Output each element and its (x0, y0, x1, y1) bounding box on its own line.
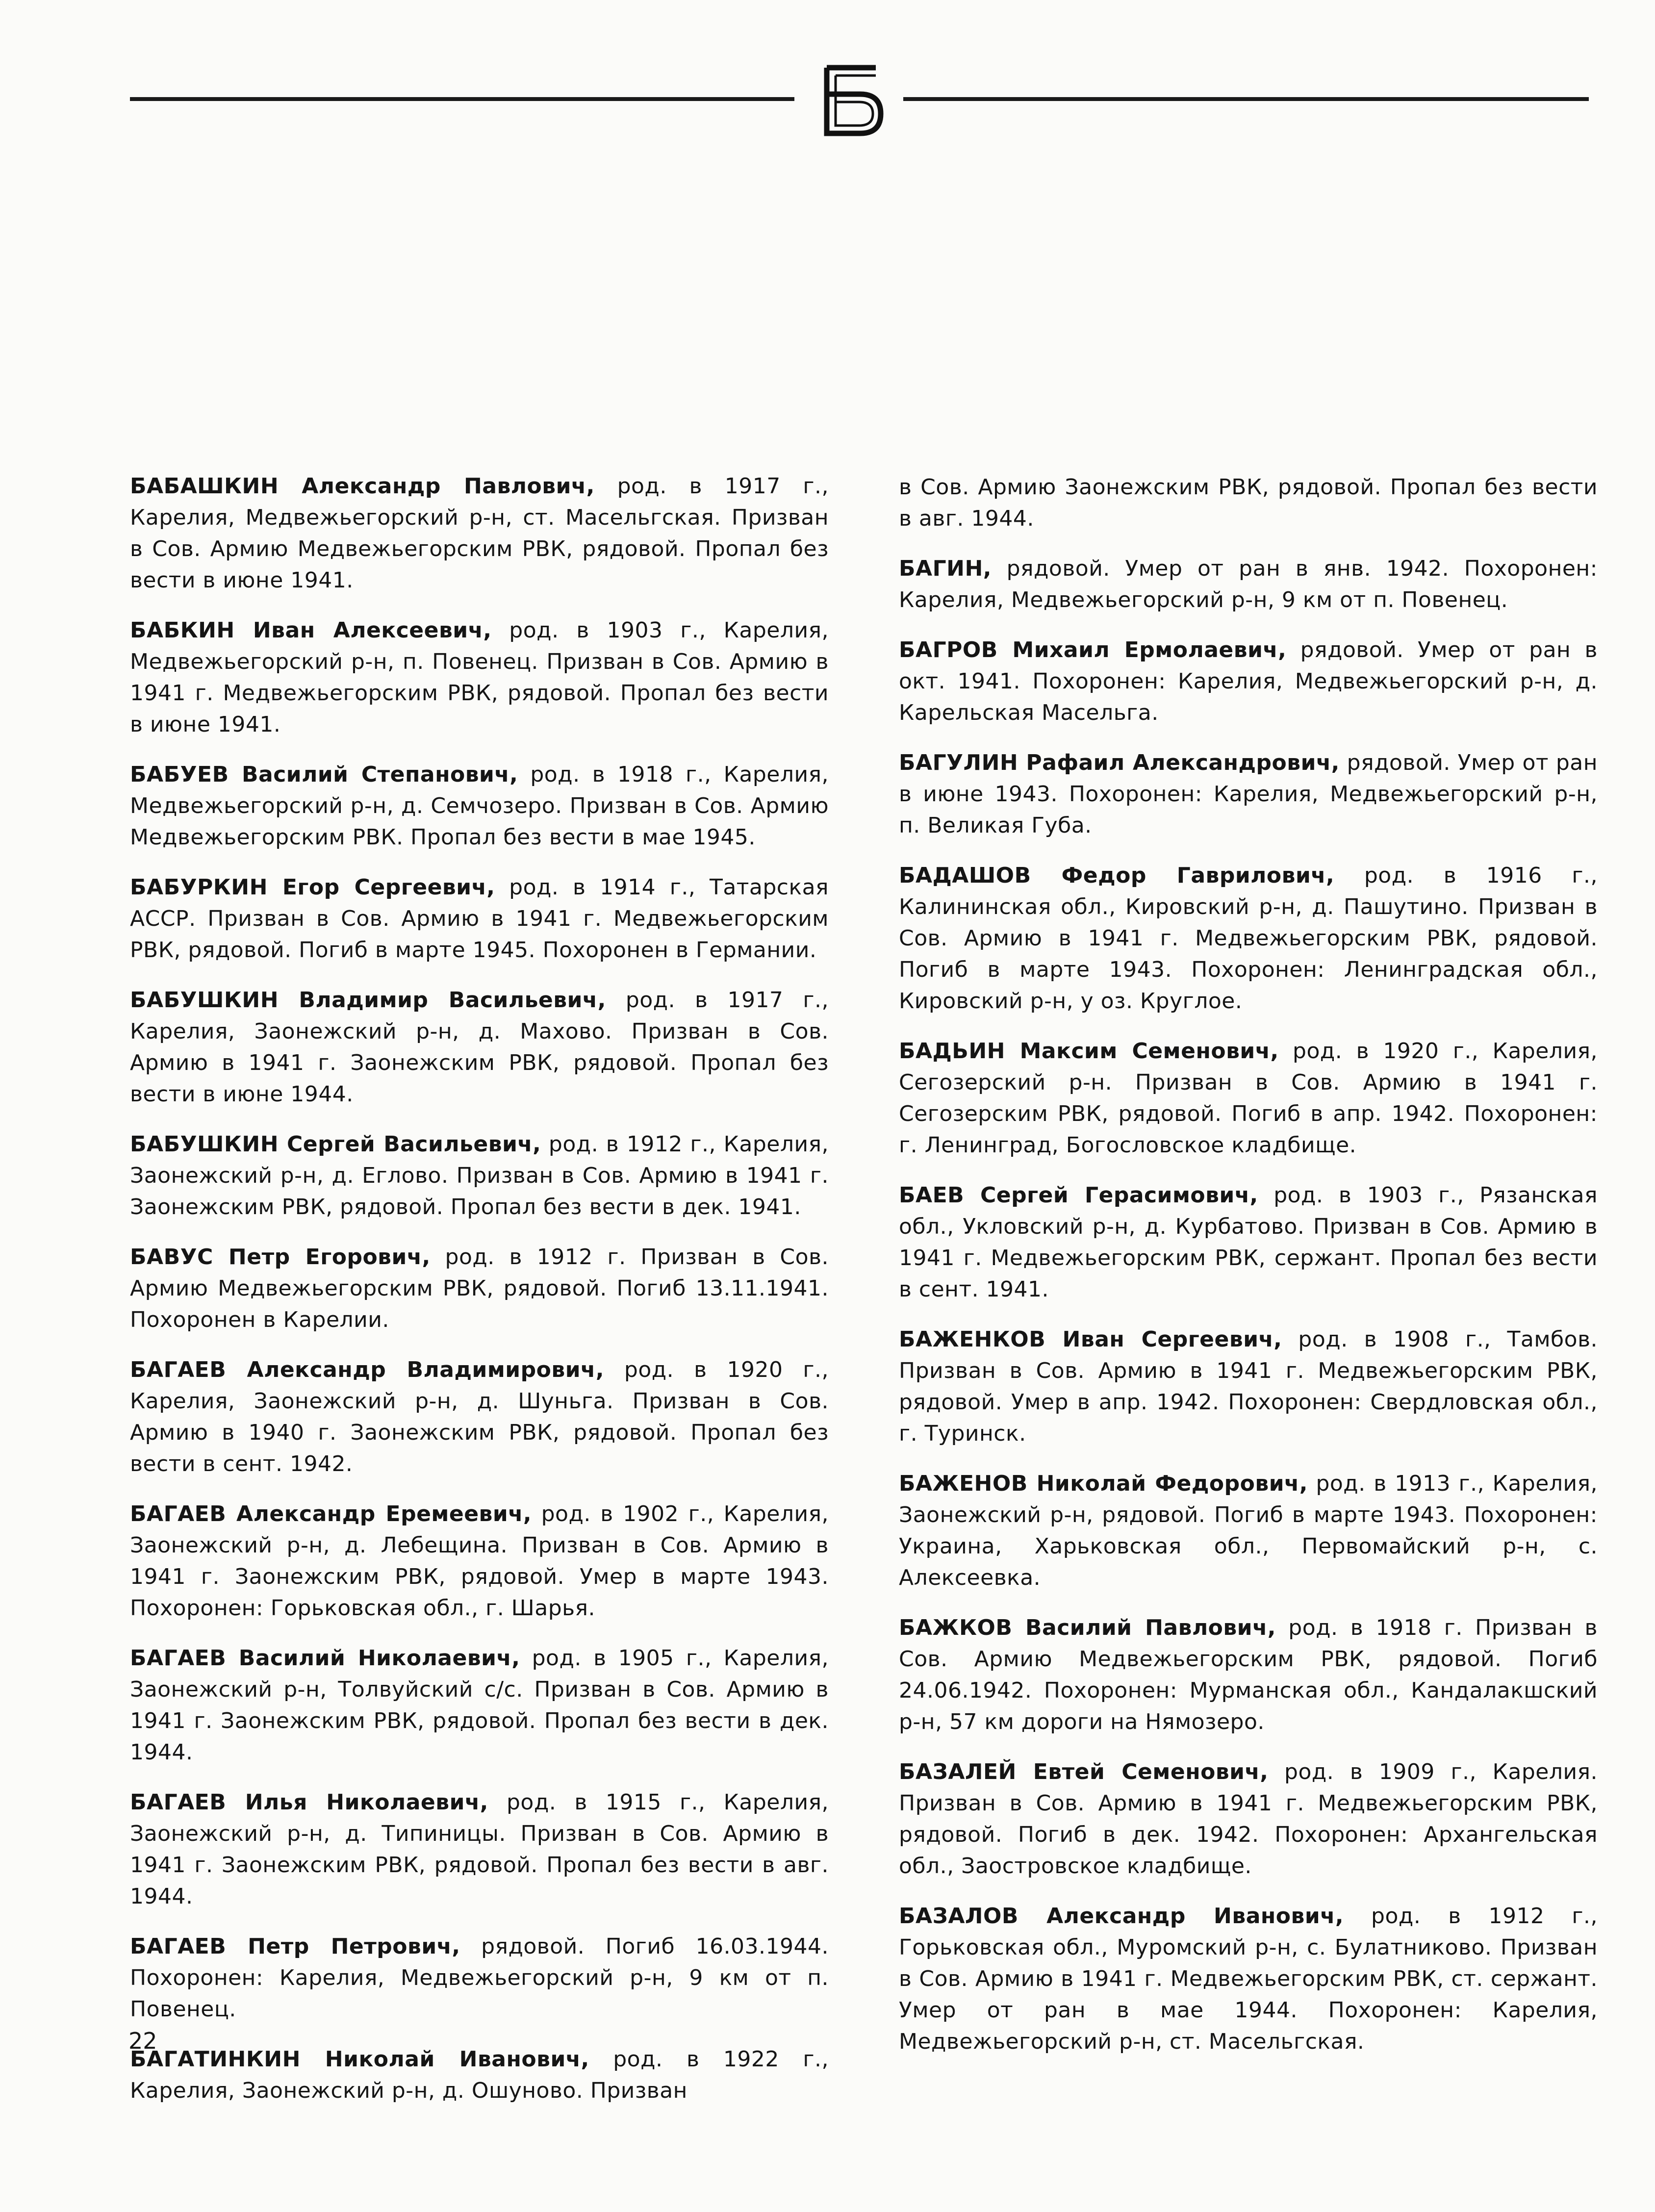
biography-entry (899, 860, 1598, 1017)
entry-text: род. в 1912 г., Карелия, Заонежский р-н, д. Еглово. Призван в Сов. Армию в 1941 г. Заонежским РВК, рядовой. Пропал без вести в дек. 1941. (130, 1132, 829, 1220)
biography-entry (899, 472, 1598, 534)
biography-entry (130, 985, 829, 1110)
biography-entry (899, 1756, 1598, 1882)
entry-name: БАБКИН Иван Алексеевич, (130, 618, 492, 643)
biography-entry (899, 635, 1598, 729)
biography-entry (899, 747, 1598, 841)
entry-name: БАЖЕНОВ Николай Федорович, (899, 1471, 1308, 1496)
entry-text: род. в 1920 г., Карелия, Заонежский р-н, д. Шуньга. Призван в Сов. Армию в 1940 г. Заонежским РВК, рядовой. Пропал без вести в сент. 1942. (130, 1357, 829, 1476)
biography-entry (130, 1354, 829, 1480)
biography-entry (130, 1129, 829, 1223)
letter-b-icon (813, 59, 891, 142)
header-rule-right (903, 97, 1589, 101)
left-column (130, 471, 829, 2125)
entry-text: род. в 1908 г., Тамбов. Призван в Сов. Армию в 1941 г. Медвежьегорским РВК, рядовой. Умер в апр. 1942. Похоронен: Свердловская обл., г. Туринск. (899, 1327, 1598, 1446)
entry-name: БАЖЕНКОВ Иван Сергеевич, (899, 1327, 1282, 1352)
biography-entry (130, 1242, 829, 1336)
entry-name: БАДАШОВ Федор Гаврилович, (899, 863, 1335, 888)
entry-name: БАГИН, (899, 556, 992, 581)
entry-name: БАБУШКИН Сергей Васильевич, (130, 1132, 541, 1157)
entry-name: БАДЬИН Максим Семенович, (899, 1039, 1279, 1064)
entry-text: рядовой. Умер от ран в окт. 1941. Похоронен: Карелия, Медвежьегорский р-н, д. Карельская Масельга. (899, 637, 1598, 725)
entry-text: род. в 1902 г., Карелия, Заонежский р-н, д. Лебещина. Призван в Сов. Армию в 1941 г. Заонежским РВК, рядовой. Умер в марте 1943. Похоронен: Горьковская обл., г. Шарья. (130, 1501, 829, 1621)
entry-text: род. в 1916 г., Калининская обл., Кировский р-н, д. Пашутино. Призван в Сов. Армию в 1941 г. Медвежьегорским РВК, рядовой. Погиб в марте 1943. Похоронен: Ленинградская обл., Кировский р-н, у оз. Круглое. (899, 863, 1598, 1014)
entry-name: БАБАШКИН Александр Павлович, (130, 474, 595, 499)
entry-text: род. в 1917 г., Карелия, Медвежьегорский р-н, ст. Масельгская. Призван в Сов. Армию Медвежьегорским РВК, рядовой. Пропал без вести в июне 1941. (130, 474, 829, 593)
entry-text: род. в 1918 г., Карелия, Медвежьегорский р-н, д. Семчозеро. Призван в Сов. Армию Медвежьегорским РВК. Пропал без вести в мае 1945. (130, 762, 829, 850)
entry-text: в Сов. Армию Заонежским РВК, рядовой. Пропал без вести в авг. 1944. (899, 475, 1598, 531)
entry-text: род. в 1912 г., Горьковская обл., Муромский р-н, с. Булатниково. Призван в Сов. Армию в 1941 г. Медвежьегорским РВК, ст. сержант. Умер от ран в мае 1944. Похоронен: Карелия, Медвежьегорский р-н, ст. Масельгская. (899, 1904, 1598, 2054)
entry-name: БАГАЕВ Александр Еремеевич, (130, 1501, 532, 1526)
biography-entry (130, 2044, 829, 2107)
entry-name: БАГАЕВ Александр Владимирович, (130, 1357, 604, 1382)
biography-entry (899, 1612, 1598, 1738)
entry-name: БАГАЕВ Илья Николаевич, (130, 1790, 488, 1815)
page-number: 22 (128, 2028, 157, 2054)
entry-name: БАБУЕВ Василий Степанович, (130, 762, 518, 787)
biography-entry (130, 1499, 829, 1624)
biography-entry (130, 471, 829, 596)
entry-name: БАГАЕВ Василий Николаевич, (130, 1646, 520, 1671)
entry-name: БАГРОВ Михаил Ермолаевич, (899, 637, 1287, 662)
right-column (899, 472, 1598, 2076)
entry-text: род. в 1914 г., Татарская АССР. Призван в Сов. Армию в 1941 г. Медвежьегорским РВК, рядовой. Погиб в марте 1945. Похоронен в Германии. (130, 875, 829, 963)
biography-entry (899, 1901, 1598, 2058)
entry-text: род. в 1903 г., Карелия, Медвежьегорский р-н, п. Повенец. Призван в Сов. Армию в 1941 г. Медвежьегорским РВК, рядовой. Пропал без вести в июне 1941. (130, 618, 829, 737)
entry-text: род. в 1915 г., Карелия, Заонежский р-н, д. Типиницы. Призван в Сов. Армию в 1941 г. Заонежским РВК, рядовой. Пропал без вести в авг. 1944. (130, 1790, 829, 1909)
entry-name: БАГАЕВ Петр Петрович, (130, 1934, 460, 1959)
entry-text: род. в 1913 г., Карелия, Заонежский р-н, рядовой. Погиб в марте 1943. Похоронен: Украина, Харьковская обл., Первомайский р-н, с. Алексеевка. (899, 1471, 1598, 1590)
entry-text: род. в 1922 г., Карелия, Заонежский р-н, д. Ошуново. Призван (130, 2047, 829, 2103)
entry-name: БАВУС Петр Егорович, (130, 1245, 431, 1270)
biography-entry (899, 1180, 1598, 1305)
biography-entry (130, 872, 829, 966)
entry-name: БАГУЛИН Рафаил Александрович, (899, 750, 1340, 775)
header-rule-left (130, 97, 794, 101)
entry-name: БАГАТИНКИН Николай Иванович, (130, 2047, 589, 2072)
entry-name: БАЕВ Сергей Герасимович, (899, 1183, 1258, 1208)
entry-name: БАЗАЛОВ Александр Иванович, (899, 1904, 1344, 1929)
biography-entry (899, 1324, 1598, 1449)
entry-text: род. в 1920 г., Карелия, Сегозерский р-н. Призван в Сов. Армию в 1941 г. Сегозерским РВК, рядовой. Погиб в апр. 1942. Похоронен: г. Ленинград, Богословское кладбище. (899, 1039, 1598, 1158)
entry-name: БАБУРКИН Егор Сергеевич, (130, 875, 495, 900)
entry-text: рядовой. Умер от ран в июне 1943. Похоронен: Карелия, Медвежьегорский р-н, п. Великая Губа. (899, 750, 1598, 838)
entry-name: БАБУШКИН Владимир Васильевич, (130, 988, 606, 1013)
biography-entry (130, 759, 829, 853)
entry-text: рядовой. Погиб 16.03.1944. Похоронен: Карелия, Медвежьегорский р-н, 9 км от п. Повенец. (130, 1934, 829, 2022)
biography-entry (899, 1036, 1598, 1161)
entry-text: род. в 1917 г., Карелия, Заонежский р-н, д. Махово. Призван в Сов. Армию в 1941 г. Заонежским РВК, рядовой. Пропал без вести в июне 1944. (130, 988, 829, 1107)
entry-text: род. в 1905 г., Карелия, Заонежский р-н, Толвуйский с/с. Призван в Сов. Армию в 1941 г. Заонежским РВК, рядовой. Пропал без вести в дек. 1944. (130, 1646, 829, 1765)
biography-entry (130, 1643, 829, 1768)
entry-text: рядовой. Умер от ран в янв. 1942. Похоронен: Карелия, Медвежьегорский р-н, 9 км от п. Повенец. (899, 556, 1598, 612)
biography-entry (130, 615, 829, 740)
biography-entry (899, 1468, 1598, 1594)
entry-text: род. в 1909 г., Карелия. Призван в Сов. Армию в 1941 г. Медвежьегорским РВК, рядовой. Погиб в дек. 1942. Похоронен: Архангельская обл., Заостровское кладбище. (899, 1759, 1598, 1879)
entry-text: род. в 1903 г., Рязанская обл., Укловский р-н, д. Курбатово. Призван в Сов. Армию в 1941 г. Медвежьегорским РВК, сержант. Пропал без вести в сент. 1941. (899, 1183, 1598, 1302)
biography-entry (899, 553, 1598, 616)
biography-entry (130, 1931, 829, 2025)
section-letter-emblem (813, 59, 891, 142)
entry-name: БАЗАЛЕЙ Евтей Семенович, (899, 1759, 1269, 1784)
entry-text: род. в 1912 г. Призван в Сов. Армию Медвежьегорским РВК, рядовой. Погиб 13.11.1941. Похоронен в Карелии. (130, 1245, 829, 1332)
entry-name: БАЖКОВ Василий Павлович, (899, 1615, 1276, 1640)
biography-entry (130, 1787, 829, 1912)
entry-text: род. в 1918 г. Призван в Сов. Армию Медвежьегорским РВК, рядовой. Погиб 24.06.1942. Похоронен: Мурманская обл., Кандалакшский р-н, 57 км дороги на Нямозеро. (899, 1615, 1598, 1734)
